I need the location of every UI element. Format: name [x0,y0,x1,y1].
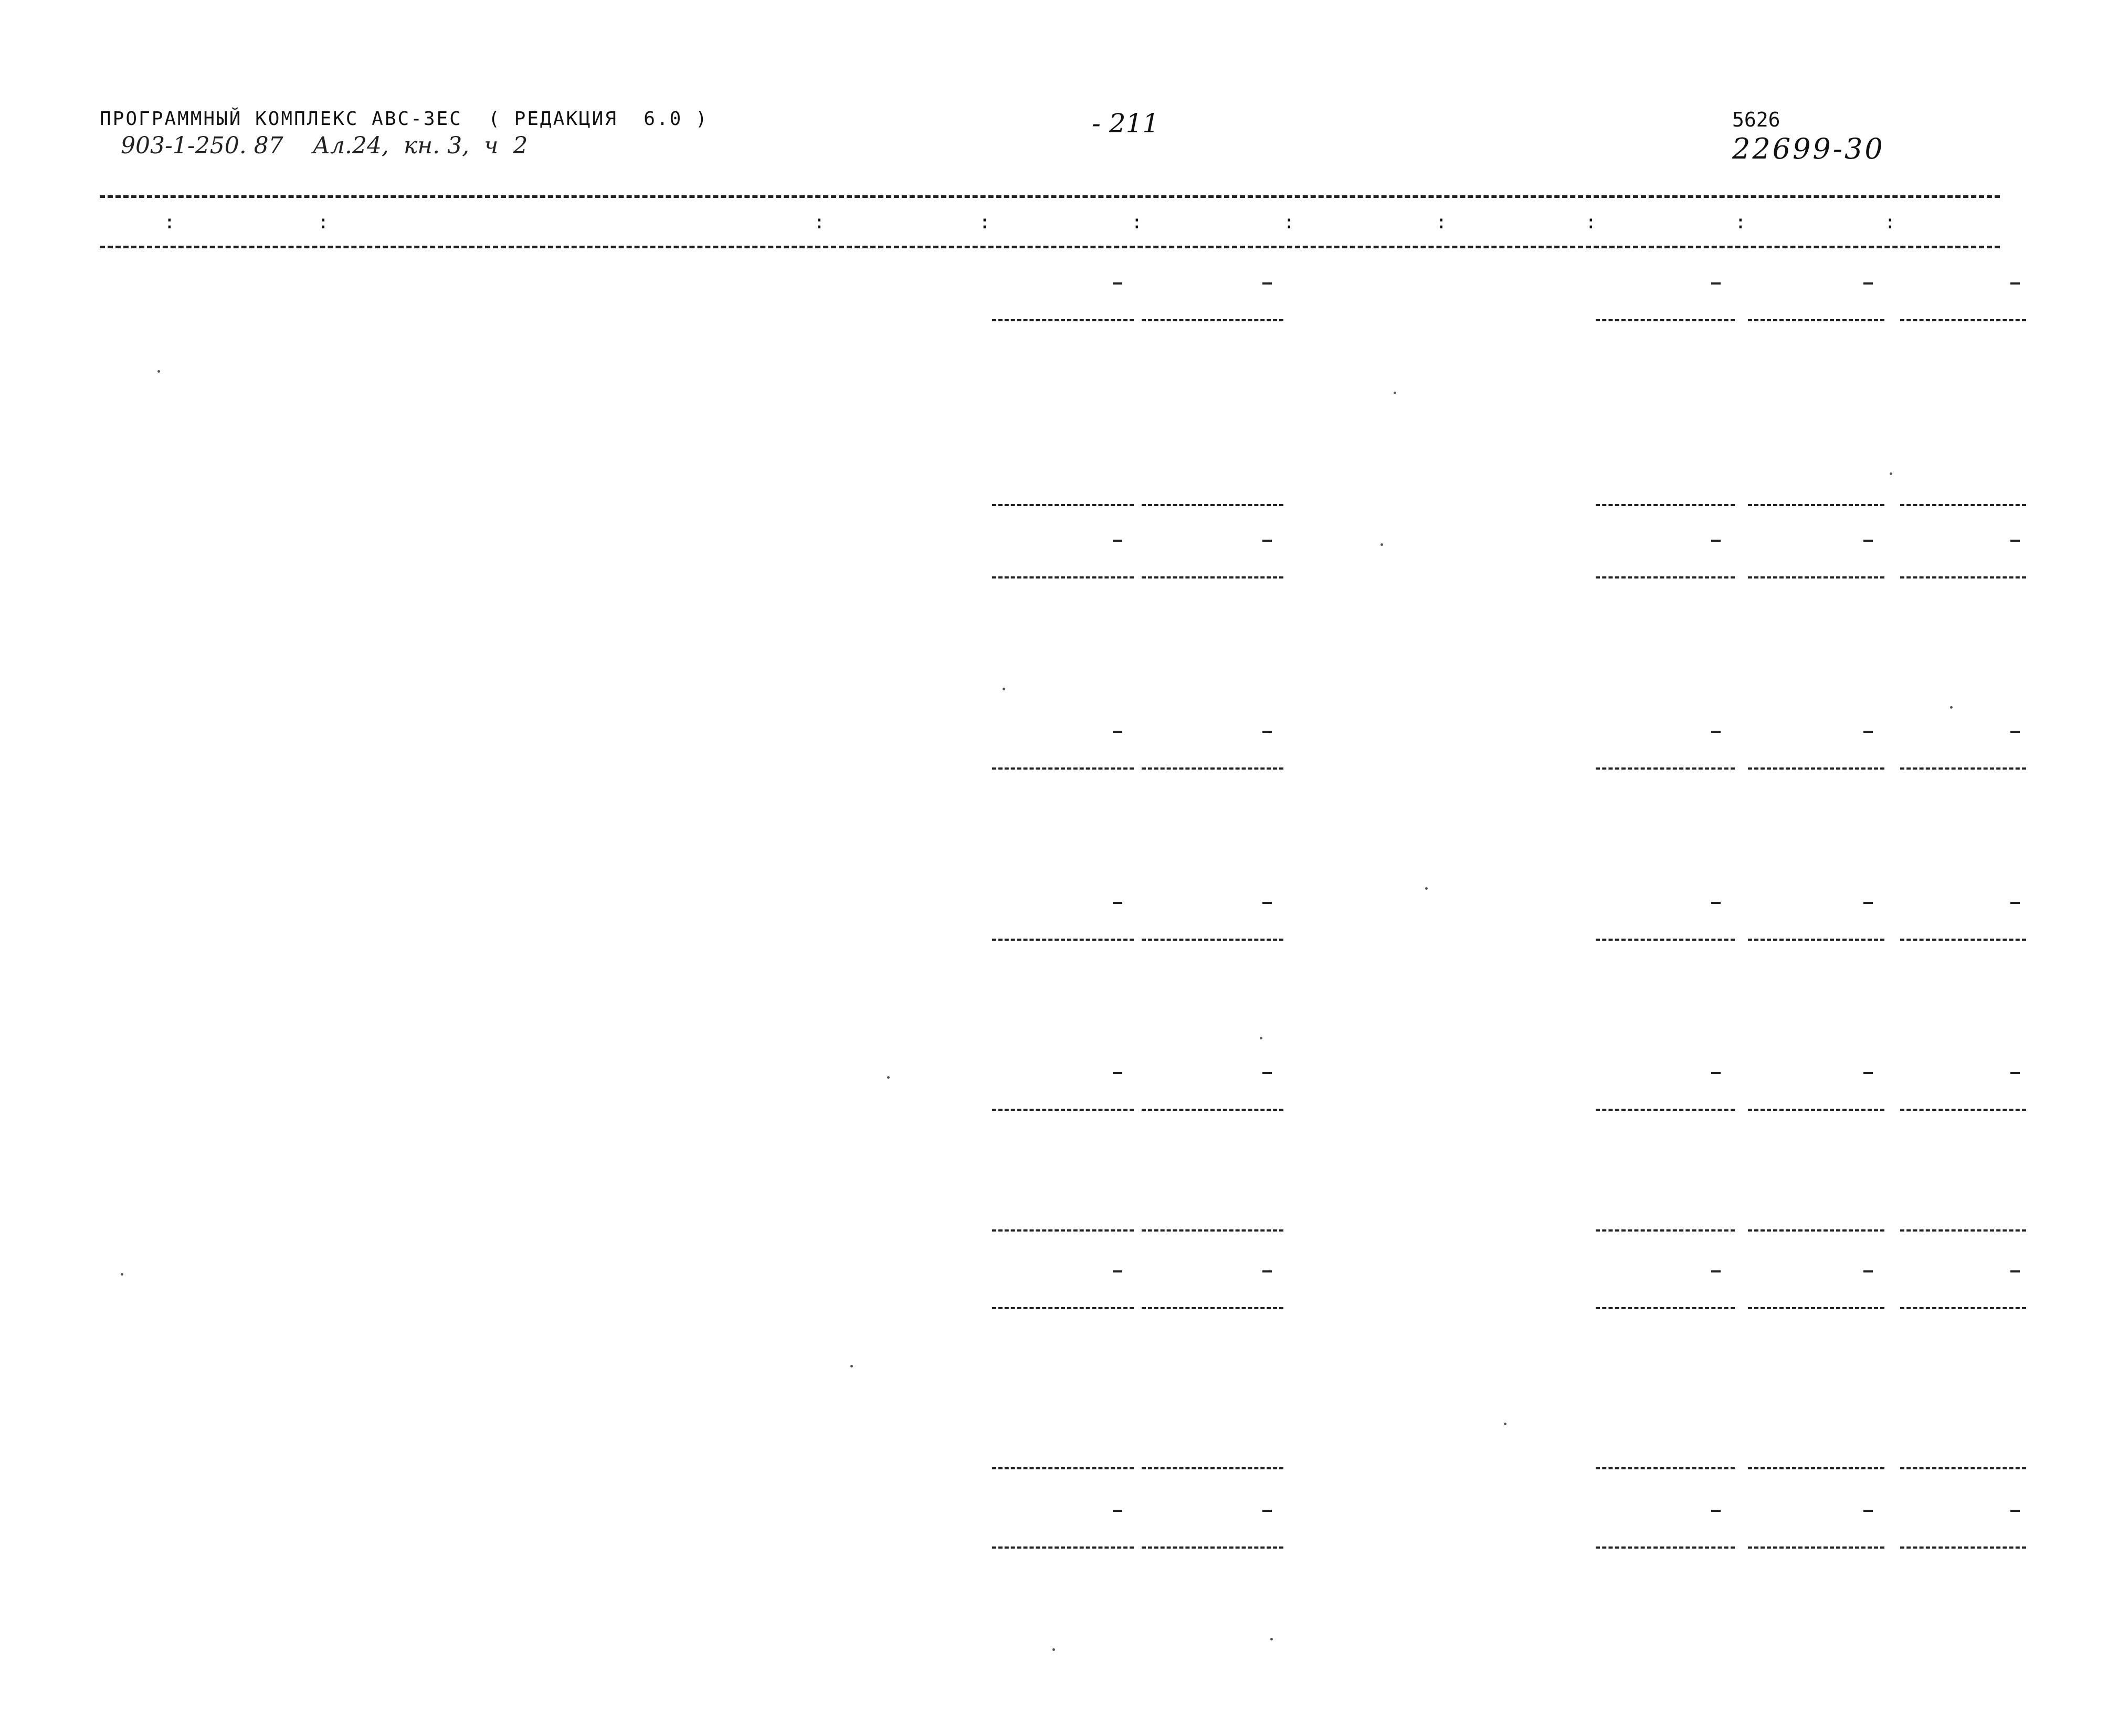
mark-c5 [1113,1270,1122,1272]
mark-c9 [1711,1270,1721,1272]
scan-speck [1890,472,1892,475]
mark-c10 [1863,1072,1873,1074]
mark-c5 [1113,1510,1122,1512]
scan-speck [1950,706,1953,709]
separator-c11 [1900,1229,2026,1232]
page-number: - 211 [1092,108,1160,139]
scan-speck [1394,392,1396,394]
separator-c6 [1142,504,1283,506]
separator-c11 [1900,576,2026,578]
separator-c11 [1900,939,2026,941]
separator-c9 [1596,504,1735,506]
code-number: 5626 [1732,108,1780,131]
separator-c11 [1900,504,2026,506]
mark-c11 [2010,282,2020,285]
separator-c11 [1900,1307,2026,1309]
mark-c6 [1262,1510,1272,1512]
mark-c9 [1711,902,1721,904]
separator-c5 [992,576,1134,578]
mark-c5 [1113,902,1122,904]
mark-c9 [1711,1510,1721,1512]
separator-c5 [992,767,1134,770]
mark-c11 [2010,1270,2020,1272]
separator-c10 [1748,319,1884,321]
separator-c6 [1142,939,1283,941]
separator-c10 [1748,504,1884,506]
separator-c9 [1596,767,1735,770]
separator-c6 [1142,1467,1283,1469]
separator-c6 [1142,319,1283,321]
column-separator: : [1735,212,1746,233]
separator-c11 [1900,319,2026,321]
mark-c5 [1113,282,1122,285]
separator-c5 [992,1109,1134,1111]
scan-speck [1504,1423,1506,1425]
separator-c6 [1142,1229,1283,1232]
scan-speck [1052,1648,1055,1651]
separator-c9 [1596,319,1735,321]
separator-c11 [1900,1467,2026,1469]
separator-c5 [992,1307,1134,1309]
mark-c6 [1262,902,1272,904]
mark-c10 [1863,540,1873,542]
separator-c10 [1748,939,1884,941]
column-separator: : [1585,212,1597,233]
mark-c9 [1711,731,1721,733]
separator-c5 [992,1229,1134,1232]
mark-c10 [1863,1270,1873,1272]
column-separator: : [164,212,175,233]
column-separator: : [1283,212,1295,233]
scan-speck [1425,887,1428,890]
mark-c5 [1113,1072,1122,1074]
mark-c6 [1262,540,1272,542]
separator-c10 [1748,767,1884,770]
header-rule-top [100,195,2000,198]
program-title: ПРОГРАММНЫЙ КОМПЛЕКС АВС-3ЕС ( РЕДАКЦИЯ 6.0 ) [100,108,709,130]
separator-c6 [1142,576,1283,578]
separator-c10 [1748,1546,1884,1549]
document-reference: 903-1-250. 87 Ал.24, кн. 3, ч 2 [121,132,528,159]
mark-c11 [2010,1510,2020,1512]
separator-c5 [992,1546,1134,1549]
mark-c5 [1113,540,1122,542]
mark-c9 [1711,282,1721,285]
column-separator: : [1884,212,1896,233]
header-rule-bottom [100,246,2000,248]
separator-c10 [1748,1307,1884,1309]
separator-c6 [1142,1307,1283,1309]
column-separator: : [979,212,990,233]
scan-speck [1003,688,1005,690]
document-number: 22699-30 [1732,132,1885,165]
separator-c5 [992,939,1134,941]
scan-speck [850,1365,853,1367]
separator-c5 [992,1467,1134,1469]
mark-c10 [1863,282,1873,285]
mark-c10 [1863,1510,1873,1512]
mark-c6 [1262,731,1272,733]
column-separator: : [1131,212,1143,233]
scan-speck [1260,1037,1262,1039]
separator-c9 [1596,939,1735,941]
mark-c11 [2010,902,2020,904]
mark-c11 [2010,1072,2020,1074]
scan-speck [157,370,160,373]
mark-c10 [1863,731,1873,733]
scan-speck [887,1076,890,1079]
separator-c9 [1596,1229,1735,1232]
mark-c6 [1262,1270,1272,1272]
separator-c9 [1596,1546,1735,1549]
scan-speck [1380,543,1383,546]
column-separator: : [318,212,329,233]
separator-c9 [1596,1307,1735,1309]
separator-c11 [1900,1109,2026,1111]
mark-c9 [1711,540,1721,542]
mark-c11 [2010,540,2020,542]
mark-c6 [1262,1072,1272,1074]
mark-c5 [1113,731,1122,733]
mark-c9 [1711,1072,1721,1074]
separator-c5 [992,319,1134,321]
separator-c5 [992,504,1134,506]
separator-c6 [1142,767,1283,770]
separator-c10 [1748,1229,1884,1232]
separator-c10 [1748,576,1884,578]
column-separator: : [1436,212,1447,233]
mark-c6 [1262,282,1272,285]
separator-c10 [1748,1109,1884,1111]
separator-c9 [1596,1109,1735,1111]
separator-c11 [1900,1546,2026,1549]
mark-c10 [1863,902,1873,904]
column-separator: : [814,212,825,233]
separator-c9 [1596,576,1735,578]
scan-speck [1270,1638,1273,1640]
separator-c6 [1142,1546,1283,1549]
separator-c9 [1596,1467,1735,1469]
mark-c11 [2010,731,2020,733]
separator-c6 [1142,1109,1283,1111]
separator-c10 [1748,1467,1884,1469]
separator-c11 [1900,767,2026,770]
scan-speck [121,1273,123,1276]
